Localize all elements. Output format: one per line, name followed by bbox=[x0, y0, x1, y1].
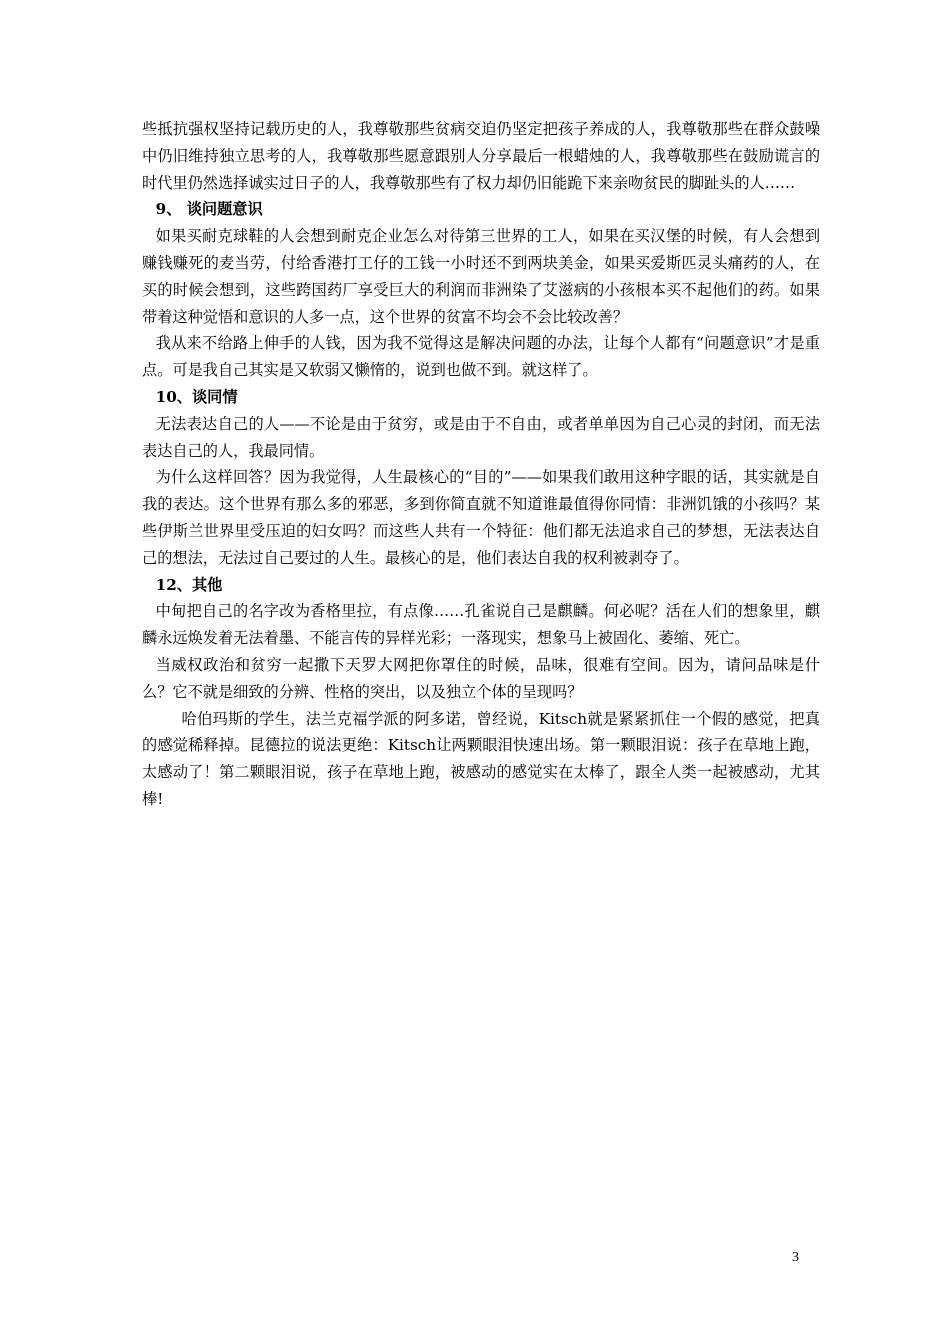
paragraph-other-1: 中甸把自己的名字改为香格里拉，有点像……孔雀说自己是麒麟。何必呢？活在人们的想象里，麒麟永远焕发着无法着墨、不能言传的异样光彩；一落现实，想象马上被固化、萎缩、死亡。 bbox=[142, 602, 820, 648]
paragraph-other-2: 当威权政治和贫穷一起撒下天罗大网把你罩住的时候，品味，很难有空间。因为，请问品味是什么？它不就是细致的分辨、性格的突出，以及独立个体的呈现吗？ bbox=[142, 655, 820, 701]
document-body bbox=[142, 116, 820, 813]
paragraph-problem-awareness-1: 如果买耐克球鞋的人会想到耐克企业怎么对待第三世界的工人，如果在买汉堡的时候，有人会想到赚钱赚死的麦当劳，付给香港打工仔的工钱一小时还不到两块美金，如果买爱斯匹灵头痛药的人，在买的时候会想到，这些跨国药厂享受巨大的利润而非洲染了艾滋病的小孩根本买不起他们的药。如果带着这种觉悟和意识的人多一点，这个世界的贫富不均会不会比较改善？ bbox=[142, 227, 820, 326]
heading-other: 12、其他 bbox=[155, 575, 223, 594]
heading-problem-awareness: 9、 谈问题意识 bbox=[155, 200, 263, 219]
paragraph-other-3: 哈伯玛斯的学生，法兰克福学派的阿多诺，曾经说，Kitsch就是紧紧抓住一个假的感觉，把真的感觉稀释掉。昆德拉的说法更绝：Kitsch让两颗眼泪快速出场。第一颗眼泪说：孩子在草地上跑，太感动了！第二颗眼泪说，孩子在草地上跑，被感动的感觉实在太棒了，跟全人类一起被感动，尤其棒! bbox=[142, 709, 820, 808]
paragraph-problem-awareness-2: 我从来不给路上伸手的人钱，因为我不觉得这是解决问题的办法，让每个人都有“问题意识”才是重点。可是我自己其实是又软弱又懒惰的，说到也做不到。就这样了。 bbox=[142, 334, 820, 380]
page-number: 3 bbox=[792, 1250, 799, 1265]
paragraph-sympathy-1: 无法表达自己的人——不论是由于贫穷，或是由于不自由，或者单单因为自己心灵的封闭，而无法表达自己的人，我最同情。 bbox=[142, 414, 820, 460]
paragraph-respect: 些抵抗强权坚持记载历史的人，我尊敬那些贫病交迫仍坚定把孩子养成的人，我尊敬那些在群众鼓噪中仍旧维持独立思考的人，我尊敬那些愿意跟别人分享最后一根蜡烛的人，我尊敬那些在鼓励谎言的时代里仍然选择诚实过日子的人，我尊敬那些有了权力却仍旧能跪下来亲吻贫民的脚趾头的人…… bbox=[142, 120, 820, 192]
paragraph-sympathy-2: 为什么这样回答？因为我觉得，人生最核心的“目的”——如果我们敢用这种字眼的话，其实就是自我的表达。这个世界有那么多的邪恶，多到你简直就不知道谁最值得你同情：非洲饥饿的小孩吗？某些伊斯兰世界里受压迫的妇女吗？而这些人共有一个特征：他们都无法追求自己的梦想，无法表达自己的想法，无法过自己要过的人生。最核心的是，他们表达自我的权利被剥夺了。 bbox=[142, 468, 820, 567]
heading-sympathy: 10、谈同情 bbox=[155, 387, 238, 406]
